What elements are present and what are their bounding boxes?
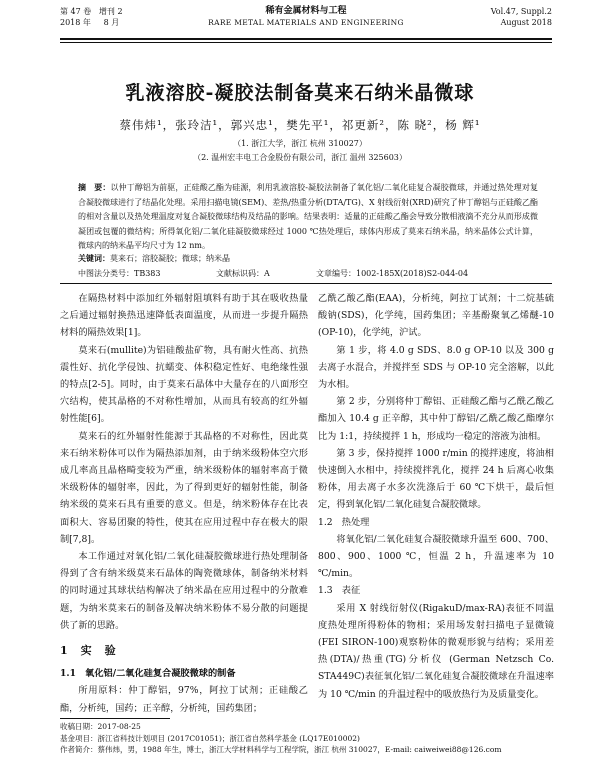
meta-rule xyxy=(60,283,552,284)
journal-name-cn: 稀有金属材料与工程 xyxy=(265,6,347,16)
article-title: 乳液溶胶-凝胶法制备莫来石纳米晶微球 xyxy=(125,82,475,104)
body-paragraph: 在隔热材料中添加红外辐射阻填料有助于其在吸收热量之后通过辐射换热迅速降低表面温度，从而进一步提升隔热材料的隔热效果[1]。 xyxy=(60,293,308,339)
article-meta xyxy=(78,268,538,282)
keywords xyxy=(78,253,538,264)
header-vol-en: Vol.47, Suppl.2 xyxy=(490,7,552,16)
document-code: 文献标识码：A xyxy=(216,269,270,278)
clc-number: 中图法分类号：TB383 xyxy=(78,269,161,278)
header-volume-en xyxy=(491,6,552,28)
body-paragraph: 采用 X 射线衍射仪(RigakuD/max-RA)表征不同温度热处理所得粉体的物相；采用场发射扫描电子显微镜(FEI SIRON-100)观察粉体的微观形貌与结构；采用差热(DTA)/热重(TG)分析仪 (German Netzsch Co. STA449C)表征氧化铝/二氧化硅复合凝胶微球在升温速率为 10 ℃/min 的升温过程中的吸放热行为及质量变化。 xyxy=(318,602,554,700)
body-paragraph: 乙酰乙酸乙酯(EAA)，分析纯，阿拉丁试剂；十二烷基硫酸钠(SDS)，化学纯，国药集团；辛基酚聚氧乙烯醚-10 (OP-10)，化学纯，沪试。 xyxy=(318,293,554,339)
header-supplement: 增刊 2 xyxy=(98,7,123,16)
footnote-received: 收稿日期：2017-08-25 xyxy=(60,722,141,731)
right-column xyxy=(318,290,554,703)
subsection-heading-heat-treatment: 1.2 热处理 xyxy=(318,516,370,528)
abstract xyxy=(78,180,538,254)
affiliation-2: （2. 温州宏丰电工合金股份有限公司，浙江 温州 325603） xyxy=(193,153,407,162)
abstract-text: 以仲丁醇铝为前驱，正硅酸乙酯为硅源，利用乳液溶胶-凝胶法制备了氧化铝/二氧化硅复合凝胶微球，并通过热处理对复合凝胶微球进行了结晶化处理。采用扫描电镜(SEM)、差热/热重分析(DTA/TG)、X 射线衍射(XRD)研究了仲丁醇铝与正硅酸乙酯的相对含量以及热处理温度对复合凝胶微球结构及结晶的影响。结果表明：适量的正硅酸乙酯会导致分散相液滴不充分从而形成微凝团或包覆的微结构；所得氧化铝/二氧化硅凝胶微球经过 1000 ℃热处理后，球体内形成了莫来石纳米晶，纳米晶体公式计算，微球内的纳米晶平均尺寸为 12 nm。 xyxy=(78,183,538,250)
running-header xyxy=(60,6,552,40)
header-journal xyxy=(60,6,552,28)
body-paragraph: 莫来石的红外辐射性能源于其晶格的不对称性，因此莫来石纳米粉体可以作为隔热添加剂，由于纳米级粉体空穴形成几率高且晶格畸变较为严重，纳米级粉体的辐射率高于微米级粉体的辐射率，因此，为了得到更好的辐射性能，制备纳米级的莫来石具有重要的意义。但是，纳米粉体存在比表面积大、容易团聚的特性，使其在应用过程中存在极大的限制[7,8]。 xyxy=(60,430,308,545)
header-date-en: August 2018 xyxy=(500,18,552,27)
body-paragraph: 莫来石(mullite)为铝硅酸盐矿物，具有耐火性高、抗热震性好、抗化学侵蚀、抗蠕变、体积稳定性好、电绝缘性强的特点[2-5]。同时，由于莫来石晶体中大量存在的八面形空穴结构，使其晶格的不对称性增加，从而具有较高的红外辐射性能[6]。 xyxy=(60,344,308,425)
body-paragraph: 本工作通过对氧化铝/二氧化硅凝胶微球进行热处理制备得到了含有纳米级莫来石晶体的陶瓷微球体，制备纳米材料的同时通过其球状结构解决了纳米晶在应用过程中的分散难题，为纳米莫来石的制备及解决纳米粉体不易分散的问题提供了新的思路。 xyxy=(60,551,308,631)
affiliation-1: （1. 浙江大学，浙江 杭州 310027） xyxy=(233,139,367,148)
footnote-fund: 基金项目：浙江省科技计划项目 (2017C01051)；浙江省自然科学基金 (LQ17E010002) xyxy=(60,733,360,743)
footnotes xyxy=(60,721,552,756)
left-column xyxy=(60,290,308,717)
author-list: 蔡伟炜¹，张玲洁¹，郭兴忠¹，樊先平¹，祁更新²，陈 晓²，杨 辉¹ xyxy=(119,118,481,132)
footnote-rule xyxy=(60,718,170,719)
header-volume: 第 47 卷 xyxy=(60,7,92,16)
header-rule xyxy=(60,42,552,43)
article-number: 文章编号：1002-185X(2018)S2-044-04 xyxy=(316,269,469,278)
body-paragraph: 第 2 步，分别将仲丁醇铝、正硅酸乙酯与乙酰乙酸乙酯加入 10.4 g 正辛醇，其中仲丁醇铝/乙酰乙酸乙酯摩尔比为 1:1，持续搅拌 1 h，形成均一稳定的溶液为油相。 xyxy=(318,396,554,442)
body-paragraph: 将氧化铝/二氧化硅复合凝胶微球升温至 600、700、800、900、1000 ℃，恒温 2 h，升温速率为 10 ℃/min。 xyxy=(318,533,554,580)
body-paragraph: 第 3 步，保持搅拌 1000 r/min 的搅拌速度，将油相快速倒入水相中，持续搅拌乳化，搅拌 24 h 后离心收集粉体，用去离子水多次洗涤后于 60 ℃下烘干，最后恒定，得到氧化铝/二氧化硅复合凝胶微球。 xyxy=(318,447,554,511)
subsection-heading-preparation: 1.1 氧化铝/二氧化硅复合凝胶微球的制备 xyxy=(60,668,236,680)
journal-name-en: RARE METAL MATERIALS AND ENGINEERING xyxy=(208,18,404,27)
header-year: 2018 年 xyxy=(60,18,91,27)
keywords-text: 莫来石；溶胶凝胶；微球；纳米晶 xyxy=(110,254,230,263)
body-paragraph: 第 1 步，将 4.0 g SDS、8.0 g OP-10 以及 300 g 去离子水混合，并搅拌至 SDS 与 OP-10 完全溶解，以此为水相。 xyxy=(318,344,554,391)
header-month: 8 月 xyxy=(103,18,120,27)
keywords-label: 关键词： xyxy=(78,253,110,263)
section-heading-experiment: 1 实 验 xyxy=(60,644,117,658)
abstract-label: 摘 要： xyxy=(78,182,111,192)
body-paragraph: 所用原料：仲丁醇铝，97%，阿拉丁试剂；正硅酸乙酯，分析纯，国药；正辛醇，分析纯，国药集团； xyxy=(60,685,308,714)
footnote-author: 作者简介：蔡伟炜，男，1988 年生，博士，浙江大学材料科学与工程学院，浙江 杭州 310027，E-mail: caiweiwei88@126.com xyxy=(60,745,502,754)
subsection-heading-characterization: 1.3 表征 xyxy=(318,585,361,597)
